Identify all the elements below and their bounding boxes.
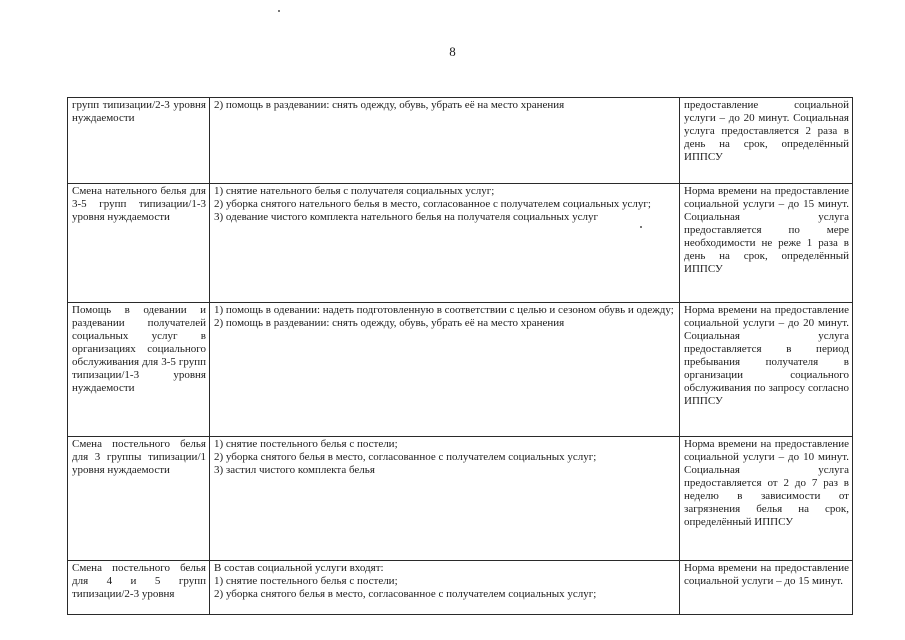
table-row — [68, 184, 853, 303]
service-content-cell — [210, 303, 680, 437]
content-line: 3) одевание чистого комплекта нательного белья на получателя социальных услуг — [214, 211, 599, 223]
table-row — [68, 98, 853, 184]
service-norm-cell: предоставление социальной услуги – до 20 минут. Социальная услуга предоставляется 2 раза в день на срок, определённый ИППСУ — [680, 98, 853, 184]
content-line: 1) снятие постельного белья с постели; — [214, 438, 398, 450]
page-number: 8 — [449, 44, 456, 59]
service-content-cell — [210, 561, 680, 615]
service-norm-cell: Норма времени на предоставление социальной услуги – до 10 минут. Социальная услуга предоставляется от 2 до 7 раз в неделю в зависимости от загрязнения белья на срок, определённый ИППСУ — [680, 437, 853, 561]
services-table — [67, 97, 853, 615]
content-line: 1) снятие постельного белья с постели; — [214, 575, 398, 587]
service-content-cell — [210, 437, 680, 561]
service-name-cell: Смена постельного белья для 3 группы типизации/1 уровня нуждаемости — [68, 437, 210, 561]
table-row — [68, 303, 853, 437]
service-norm-cell: Норма времени на предоставление социальной услуги – до 15 минут. Социальная услуга предоставляется по мере необходимости не реже 1 раза в день на срок, определённый ИППСУ — [680, 184, 853, 303]
table-row — [68, 437, 853, 561]
service-content-cell — [210, 184, 680, 303]
content-line: 2) уборка снятого нательного белья в место, согласованное с получателем социальных услуг; — [214, 198, 651, 210]
content-line: 2) помощь в раздевании: снять одежду, обувь, убрать её на место хранения — [214, 99, 565, 111]
table-row — [68, 561, 853, 615]
service-content-cell — [210, 98, 680, 184]
content-line: В состав социальной услуги входят: — [214, 562, 384, 574]
content-line: 2) помощь в раздевании: снять одежду, обувь, убрать её на место хранения — [214, 317, 565, 329]
content-line: 1) снятие нательного белья с получателя социальных услуг; — [214, 185, 495, 197]
service-name-cell: групп типизации/2-3 уровня нуждаемости — [68, 98, 210, 184]
content-line: 2) уборка снятого белья в место, согласованное с получателем социальных услуг; — [214, 451, 597, 463]
content-line: 2) уборка снятого белья в место, согласованное с получателем социальных услуг; — [214, 588, 597, 600]
service-norm-cell: Норма времени на предоставление социальной услуги – до 15 минут. — [680, 561, 853, 615]
service-name-cell: Помощь в одевании и раздевании получателей социальных услуг в организациях социального обслуживания для 3-5 групп типизации/1-3 уровня нуждаемости — [68, 303, 210, 437]
scan-speck — [278, 10, 280, 12]
content-line: 3) застил чистого комплекта белья — [214, 464, 375, 476]
service-norm-cell: Норма времени на предоставление социальной услуги – до 20 минут. Социальная услуга предоставляется в период пребывания получателя в организации социального обслуживания по запросу согласно ИППСУ — [680, 303, 853, 437]
content-line: 1) помощь в одевании: надеть подготовленную в соответствии с целью и сезоном обувь и одежду; — [214, 304, 674, 316]
service-name-cell: Смена постельного белья для 4 и 5 групп типизации/2-3 уровня — [68, 561, 210, 615]
service-name-cell: Смена нательного белья для 3-5 групп типизации/1-3 уровня нуждаемости — [68, 184, 210, 303]
